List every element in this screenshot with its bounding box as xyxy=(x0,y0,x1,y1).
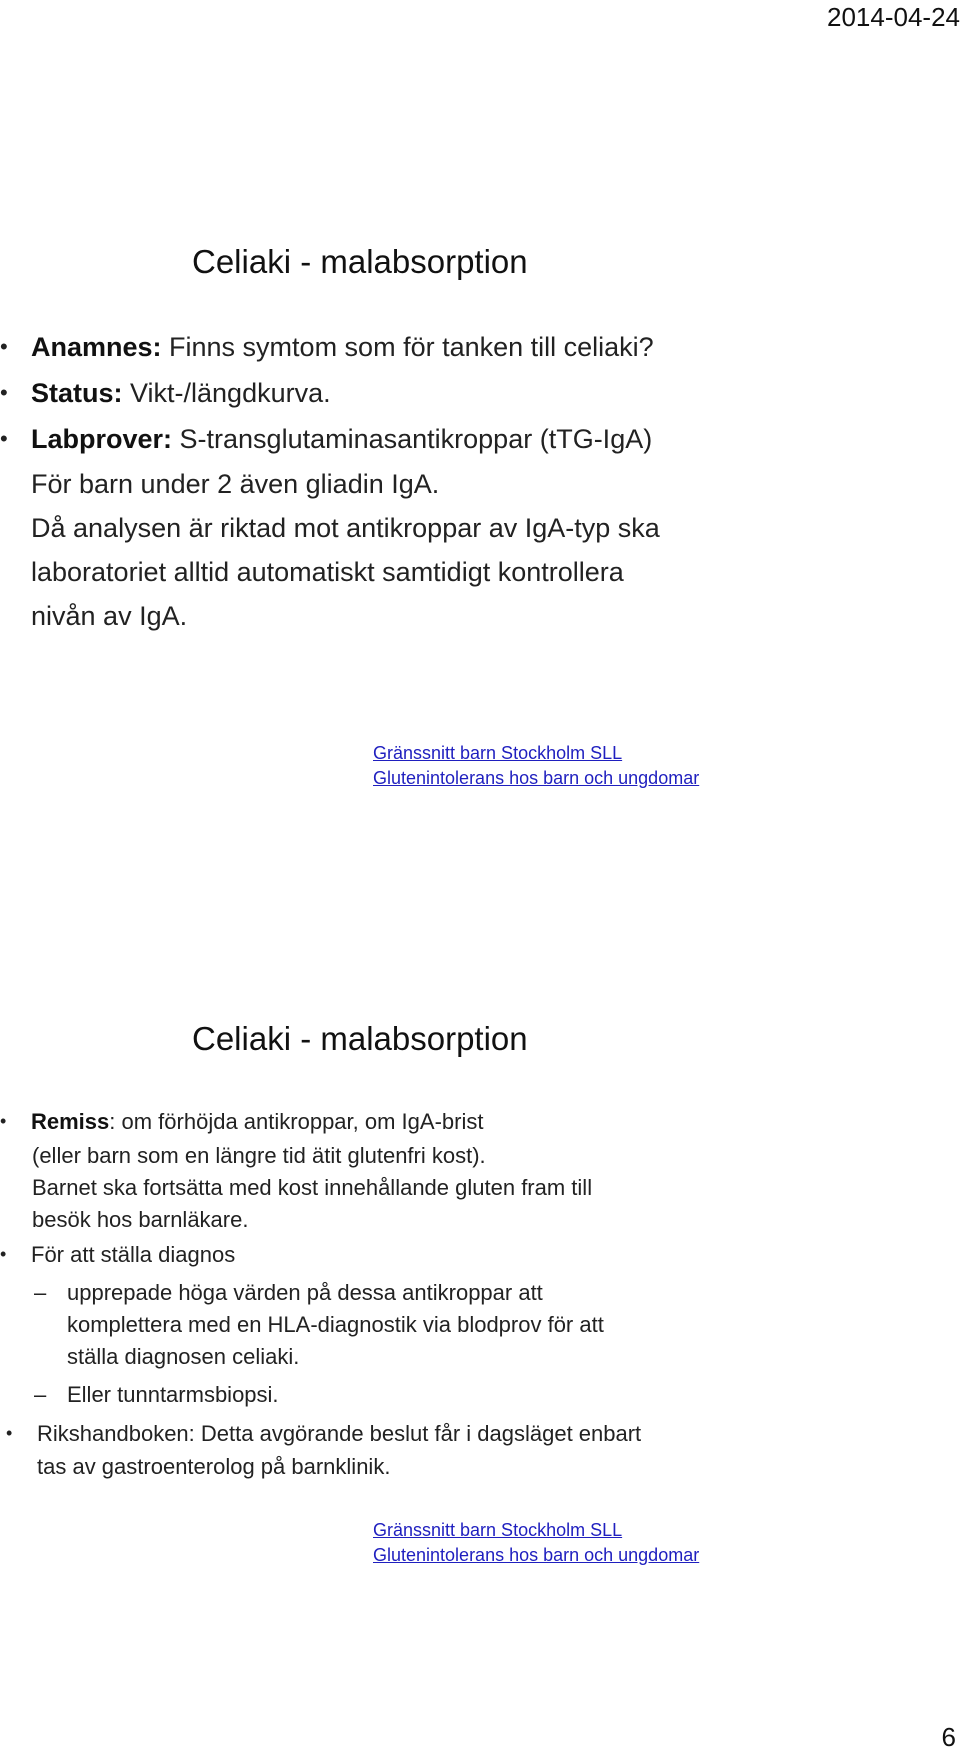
link-gransnitt[interactable]: Gränssnitt barn Stockholm SLL xyxy=(373,743,623,763)
bullet-text: Vikt-/längdkurva. xyxy=(122,378,331,408)
bullet-text: S-transglutaminasantikroppar (tTG-IgA) xyxy=(172,424,653,454)
continuation-line: Då analysen är riktad mot antikroppar av IgA-typ ska xyxy=(31,513,660,543)
continuation-line: nivån av IgA. xyxy=(31,601,188,631)
bullet-text: För att ställa diagnos xyxy=(31,1242,236,1267)
bullet-text: Rikshandboken: Detta avgörande beslut får i dagsläget enbart xyxy=(37,1421,642,1446)
bullet-label: Remiss xyxy=(31,1109,110,1134)
link-gransnitt[interactable]: Gränssnitt barn Stockholm SLL xyxy=(373,1520,623,1540)
slide-title: Celiaki - malabsorption xyxy=(192,1020,528,1057)
bullet-remiss xyxy=(0,1103,641,1140)
bullet-dot-icon: • xyxy=(0,1244,7,1264)
bullet-text: : om förhöjda antikroppar, om IgA-brist xyxy=(109,1109,484,1134)
bullet-label: Labprover: xyxy=(31,424,173,454)
bullet-dot-icon: • xyxy=(0,380,8,405)
sub-item-continuation: ställa diagnosen celiaki. xyxy=(67,1344,300,1369)
reference-links xyxy=(373,741,699,791)
bullet-dot-icon: • xyxy=(0,426,8,451)
sub-item xyxy=(0,1379,641,1411)
bullet-diagnos xyxy=(0,1236,641,1273)
continuation-line: laboratoriet alltid automatiskt samtidigt kontrollera xyxy=(31,557,624,587)
continuation-line: tas av gastroenterolog på barnklinik. xyxy=(37,1454,391,1479)
sub-item-continuation: komplettera med en HLA-diagnostik via blodprov för att xyxy=(67,1312,604,1337)
continuation-line: (eller barn som en längre tid ätit glutenfri kost). xyxy=(32,1143,486,1168)
link-glutenintolerans[interactable]: Glutenintolerans hos barn och ungdomar xyxy=(373,1545,700,1565)
continuation-line: besök hos barnläkare. xyxy=(32,1207,249,1232)
page-number: 6 xyxy=(941,1722,956,1752)
bullet-dot-icon: • xyxy=(6,1423,13,1443)
bullet-labprover xyxy=(0,416,660,462)
bullet-dot-icon: • xyxy=(0,1111,7,1131)
header-date: 2014-04-24 xyxy=(827,2,960,32)
reference-links xyxy=(373,1518,699,1568)
bullet-text: Finns symtom som för tanken till celiaki? xyxy=(161,332,654,362)
bullet-list xyxy=(0,324,660,638)
bullet-label: Status: xyxy=(31,378,123,408)
continuation-line: Barnet ska fortsätta med kost innehållande gluten fram till xyxy=(32,1175,593,1200)
bullet-rikshandboken xyxy=(0,1415,641,1452)
slide-title: Celiaki - malabsorption xyxy=(192,243,528,280)
sub-item xyxy=(0,1277,641,1309)
bullet-label: Anamnes: xyxy=(31,332,162,362)
continuation-line: För barn under 2 även gliadin IgA. xyxy=(31,469,440,499)
link-glutenintolerans[interactable]: Glutenintolerans hos barn och ungdomar xyxy=(373,768,700,788)
bullet-list xyxy=(0,1103,641,1482)
bullet-status xyxy=(0,370,660,416)
bullet-dot-icon: • xyxy=(0,334,8,359)
sub-item-text: Eller tunntarmsbiopsi. xyxy=(67,1382,279,1407)
dash-icon: – xyxy=(34,1382,47,1407)
dash-icon: – xyxy=(34,1280,47,1305)
bullet-anamnes xyxy=(0,324,660,370)
sub-item-text: upprepade höga värden på dessa antikroppar att xyxy=(67,1280,543,1305)
